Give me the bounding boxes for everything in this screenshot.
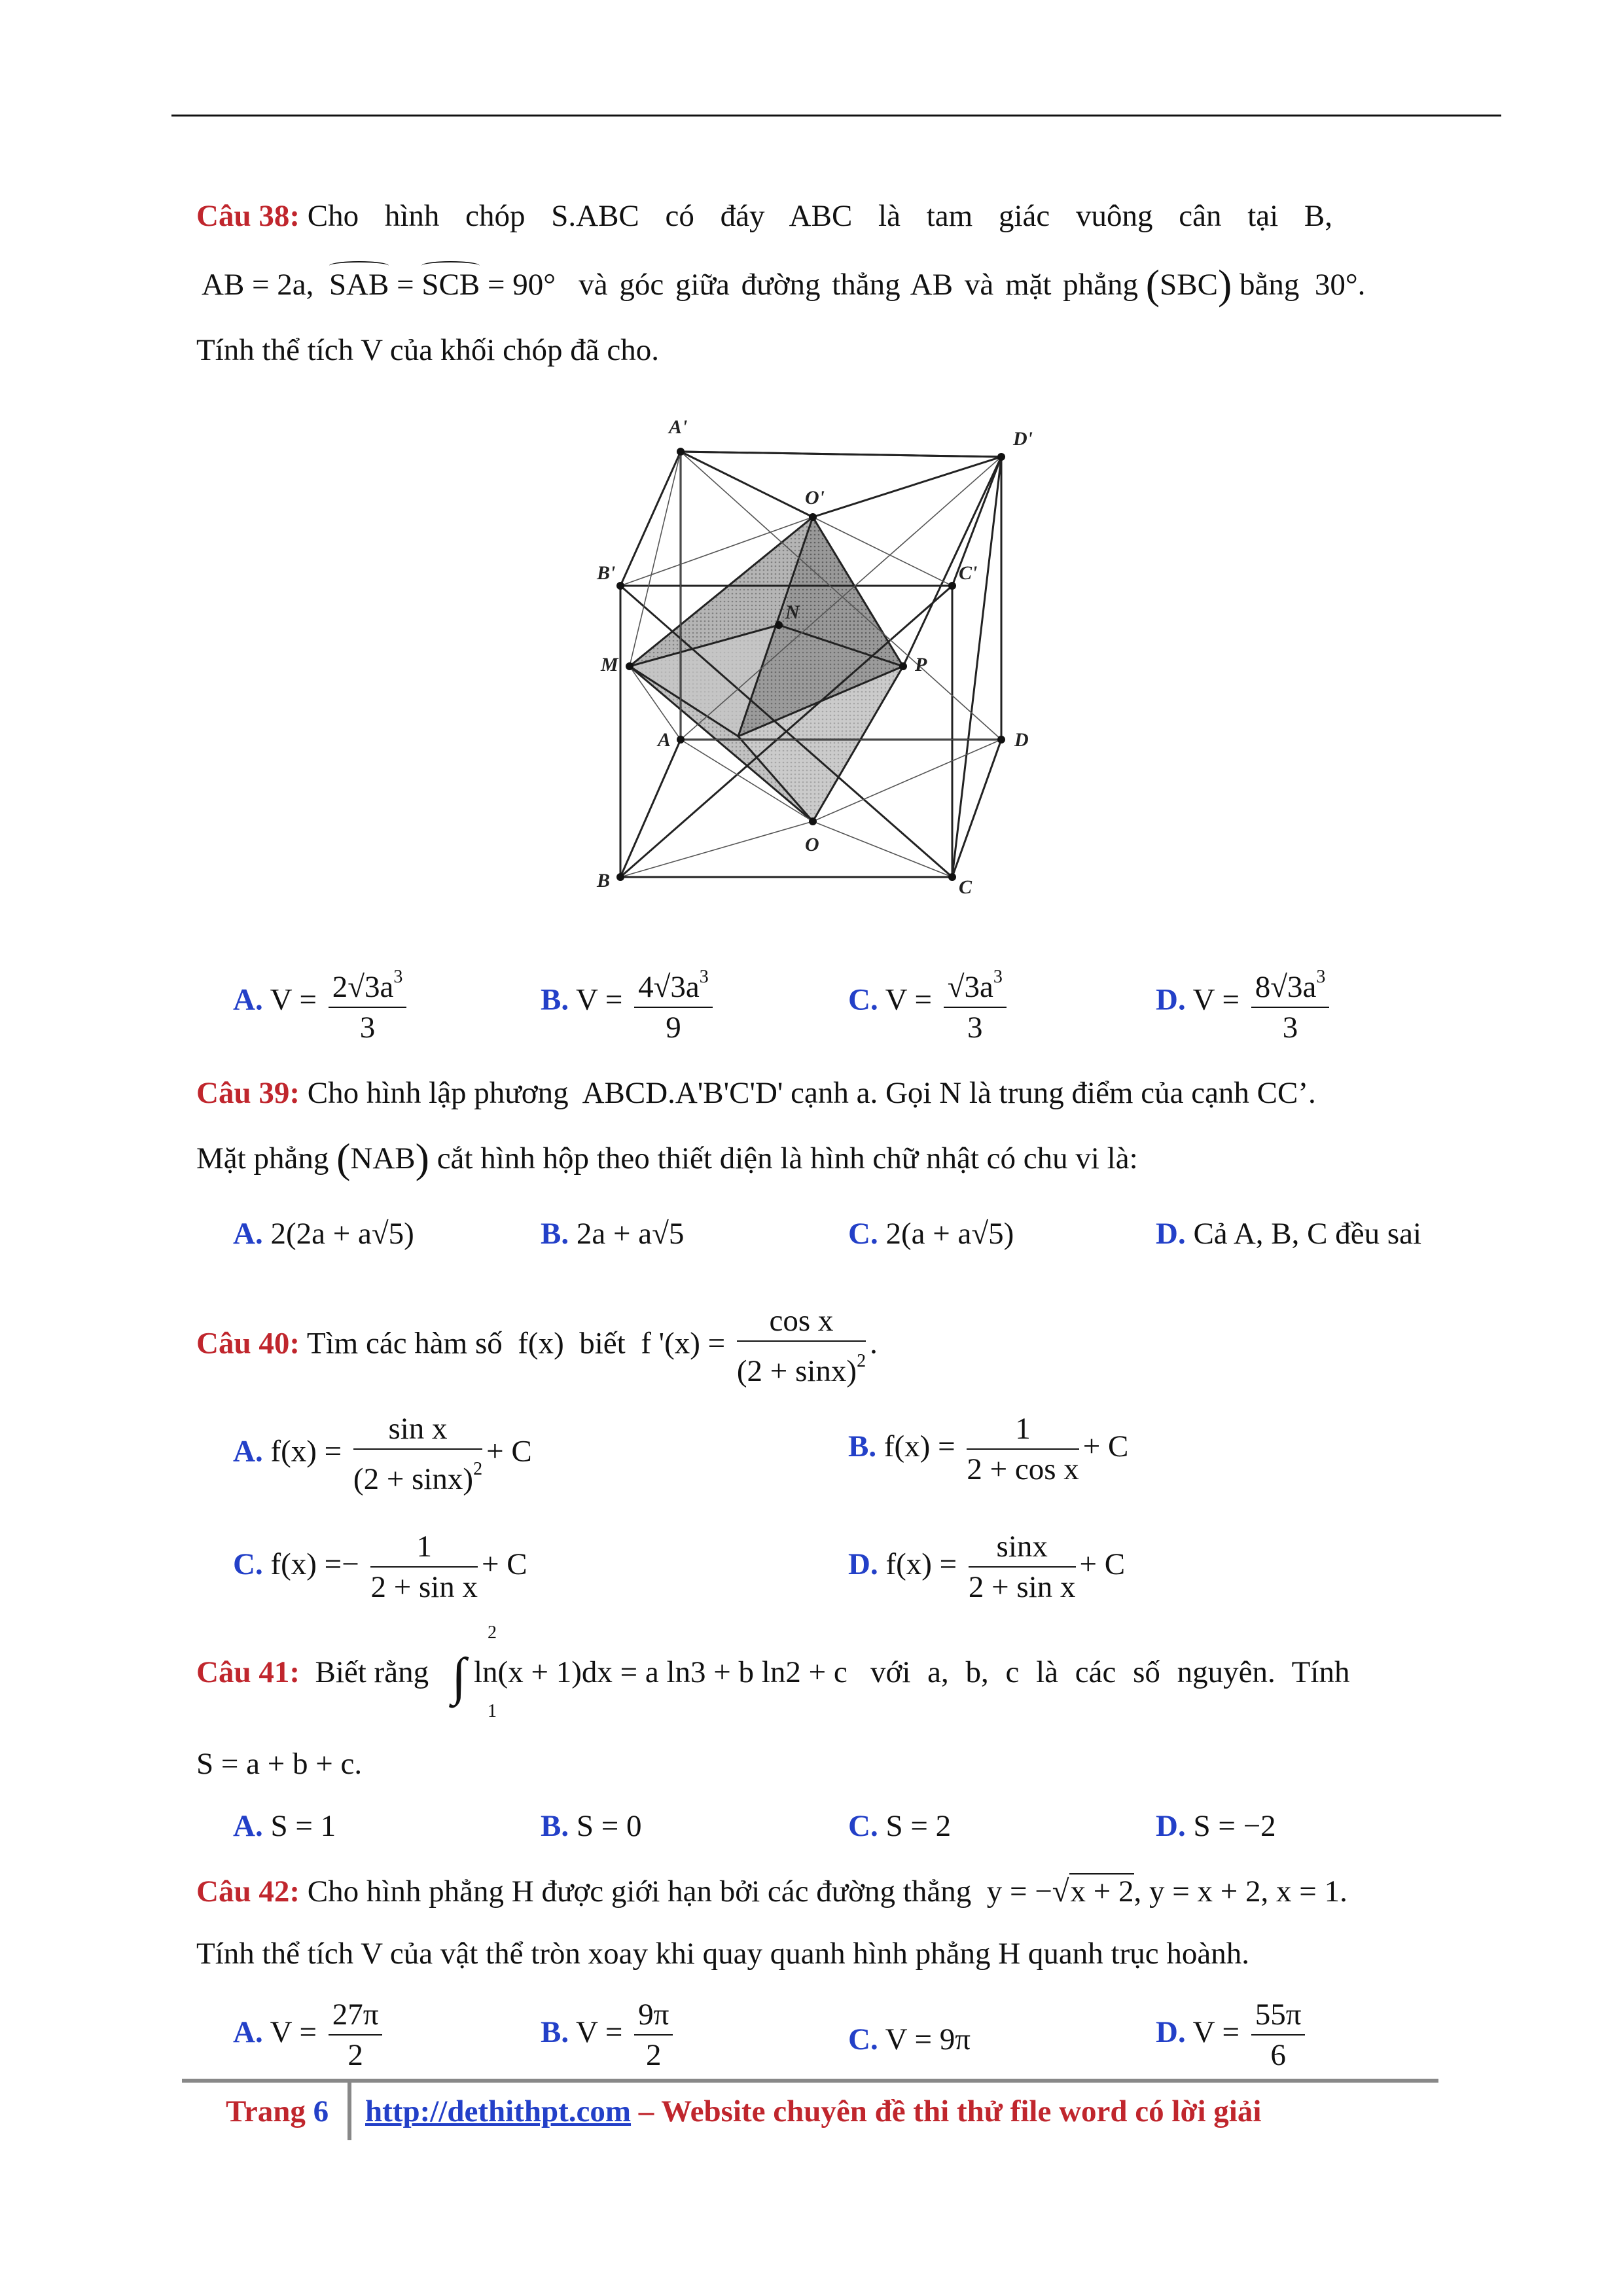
q38-option-c-exp: 3 bbox=[993, 967, 1003, 987]
q39-option-d-key: D. bbox=[1156, 1217, 1186, 1251]
q40-option-b-post: + C bbox=[1082, 1429, 1129, 1463]
q42-option-d-key: D. bbox=[1156, 2015, 1186, 2049]
q41-option-d[interactable] bbox=[1156, 1806, 1276, 1846]
q41-integral: ln(x + 1)dx = a ln3 + b ln2 + c bbox=[474, 1655, 847, 1689]
q39-plane-nab: NAB bbox=[350, 1141, 416, 1175]
q42-option-a-key: A. bbox=[233, 2015, 263, 2049]
q42-line1 bbox=[196, 1872, 1347, 1911]
q38-option-a-exp: 3 bbox=[393, 967, 403, 987]
q38-option-d-exp: 3 bbox=[1316, 967, 1326, 987]
q40-option-a-key: A. bbox=[233, 1434, 263, 1469]
q41-upper-limit: 2 bbox=[488, 1623, 497, 1643]
q42-option-d-pre: V = bbox=[1192, 2015, 1240, 2049]
q40-option-c-post: + C bbox=[482, 1547, 527, 1581]
q40-option-d-pre: f(x) = bbox=[885, 1547, 957, 1581]
q40-den: (2 + sinx) bbox=[736, 1354, 857, 1388]
q42-text1: Cho hình phẳng H được giới hạn bởi các đường thẳng bbox=[307, 1874, 972, 1909]
q38-option-d[interactable] bbox=[1156, 959, 1333, 1046]
label-d-prime: D' bbox=[1013, 428, 1033, 450]
q41-option-b-key: B. bbox=[541, 1809, 569, 1843]
q41-dot: . bbox=[354, 1747, 363, 1781]
footer-url-link[interactable]: http://dethithpt.com bbox=[365, 2094, 632, 2128]
q42-option-c-pre: V = 9π bbox=[885, 2022, 971, 2056]
q42-option-c[interactable] bbox=[848, 1996, 971, 2083]
q39-option-b[interactable] bbox=[541, 1214, 684, 1253]
q40-option-a-pre: f(x) = bbox=[270, 1434, 342, 1469]
integral-sign-icon: ∫ bbox=[452, 1648, 467, 1706]
q38-option-c-num: √3a bbox=[947, 970, 993, 1004]
q40-option-a-den-exp: 2 bbox=[473, 1459, 483, 1479]
q38-label: Câu 38: bbox=[196, 199, 300, 233]
q39-option-b-val: 2a + a√5 bbox=[576, 1217, 685, 1251]
q39-option-a-val: 2(2a + a√5) bbox=[270, 1217, 414, 1251]
q38-angle-sab: SAB bbox=[329, 265, 389, 304]
q40-num: cos x bbox=[737, 1302, 866, 1342]
q38-line3 bbox=[196, 331, 659, 370]
q40-option-c-pre: f(x) = bbox=[270, 1547, 342, 1581]
q42-option-d-den: 6 bbox=[1270, 2038, 1286, 2072]
q38-option-b-den: 9 bbox=[666, 1011, 681, 1045]
q39-option-b-key: B. bbox=[541, 1217, 569, 1251]
q40-option-a-post: + C bbox=[486, 1434, 532, 1469]
q41-option-c[interactable] bbox=[848, 1806, 951, 1846]
label-b-prime: B' bbox=[597, 562, 616, 584]
q38-option-d-key: D. bbox=[1156, 982, 1186, 1017]
q42-option-b[interactable] bbox=[541, 1996, 677, 2073]
q42-y1-root: x + 2 bbox=[1070, 1874, 1134, 1909]
q40-text1: Tìm các hàm số bbox=[306, 1326, 503, 1361]
q42-option-b-num: 9π bbox=[634, 1996, 673, 2036]
q42-option-a-num: 27π bbox=[329, 1996, 383, 2036]
q38-option-b-pre: V = bbox=[576, 982, 623, 1017]
q41-option-c-key: C. bbox=[848, 1809, 878, 1843]
q41-option-a-val: S = 1 bbox=[270, 1809, 336, 1843]
q42-option-d-num: 55π bbox=[1251, 1996, 1306, 2036]
q38-option-b-num: 4√3a bbox=[638, 970, 700, 1004]
q42-option-b-den: 2 bbox=[645, 2038, 662, 2072]
q42-label: Câu 42: bbox=[196, 1874, 300, 1909]
q41-option-d-key: D. bbox=[1156, 1809, 1186, 1843]
q41-option-b-val: S = 0 bbox=[576, 1809, 642, 1843]
label-a-prime: A' bbox=[669, 416, 688, 438]
q41-line1 bbox=[196, 1648, 1427, 1706]
q40-option-d-num: sinx bbox=[969, 1528, 1076, 1568]
label-c-prime: C' bbox=[959, 562, 978, 584]
q40-option-c-den: 2 + sin x bbox=[370, 1570, 478, 1604]
q42-y1: y = − bbox=[986, 1874, 1052, 1909]
footer-site bbox=[365, 2092, 1261, 2131]
q38-option-d-num: 8√3a bbox=[1255, 970, 1317, 1004]
q40-option-b-num: 1 bbox=[967, 1410, 1079, 1450]
q40-label: Câu 40: bbox=[196, 1326, 300, 1361]
q38-option-d-pre: V = bbox=[1192, 982, 1240, 1017]
footer-page bbox=[226, 2092, 329, 2131]
q41-lower-limit: 1 bbox=[488, 1701, 497, 1721]
q42-option-a-pre: V = bbox=[270, 2015, 317, 2049]
q38-option-a-num: 2√3a bbox=[332, 970, 394, 1004]
q38-option-c-key: C. bbox=[848, 982, 878, 1017]
q40-option-d-key: D. bbox=[848, 1547, 878, 1581]
q38-option-a-pre: V = bbox=[270, 982, 317, 1017]
q38-eq2: = 90° bbox=[487, 268, 556, 302]
q39-option-a[interactable] bbox=[233, 1214, 414, 1253]
q40-option-b-den: 2 + cos x bbox=[967, 1452, 1079, 1486]
header-rule bbox=[171, 115, 1501, 117]
q38-line1 bbox=[196, 196, 1427, 236]
q39-text2: cạnh a. Gọi N là trung điểm của cạnh CC’. bbox=[791, 1076, 1316, 1110]
q40-option-d-post: + C bbox=[1079, 1547, 1126, 1581]
q38-option-b[interactable] bbox=[541, 959, 717, 1046]
q38-line2: AB = 2a, SAB = SCB = 90° và góc giữa đường thẳng AB và mặt phẳng (SBC) bằng 30°. bbox=[202, 261, 1366, 308]
q40-fpx: f '(x) = bbox=[641, 1326, 726, 1361]
q39-text3: Mặt phẳng bbox=[196, 1141, 329, 1175]
label-d: D bbox=[1014, 729, 1029, 751]
q41-text2: với a, b, c là các số nguyên. Tính bbox=[870, 1655, 1350, 1689]
q38-option-c-pre: V = bbox=[885, 982, 932, 1017]
q40-option-d-den: 2 + sin x bbox=[968, 1570, 1076, 1604]
sqrt-icon: √ bbox=[1052, 1874, 1069, 1909]
footer-rule bbox=[182, 2079, 1438, 2083]
q38-eq1: = bbox=[397, 268, 414, 302]
q40-option-a[interactable] bbox=[233, 1410, 532, 1498]
footer-tagline: – Website chuyên đề thi thử file word có lời giải bbox=[638, 2094, 1262, 2128]
q39-line1 bbox=[196, 1073, 1316, 1113]
label-p: P bbox=[915, 654, 927, 675]
label-o: O bbox=[805, 834, 819, 855]
footer-page-label: Trang bbox=[226, 2094, 306, 2128]
label-n: N bbox=[785, 601, 800, 623]
q39-option-a-key: A. bbox=[233, 1217, 263, 1251]
q38-option-a-den: 3 bbox=[359, 1011, 376, 1045]
label-o-prime: O' bbox=[805, 487, 825, 509]
q38-option-a[interactable] bbox=[233, 959, 410, 1046]
q41-label: Câu 41: bbox=[196, 1655, 300, 1689]
q38-text3: bằng bbox=[1240, 268, 1300, 302]
q38-option-b-key: B. bbox=[541, 982, 569, 1017]
q40-option-b-key: B. bbox=[848, 1429, 877, 1463]
q38-text1: Cho hình chóp S.ABC có đáy ABC là tam giác vuông cân tại B, bbox=[307, 199, 1333, 233]
q39-option-c-key: C. bbox=[848, 1217, 878, 1251]
q38-ab: AB = 2a, bbox=[202, 268, 314, 302]
q42-line2 bbox=[196, 1934, 1249, 1973]
label-b: B bbox=[597, 870, 611, 891]
q42-option-b-key: B. bbox=[541, 2015, 569, 2049]
q41-option-a-key: A. bbox=[233, 1809, 263, 1843]
q39-text1: Cho hình lập phương bbox=[307, 1076, 569, 1110]
q41-line2 bbox=[196, 1744, 362, 1784]
q38-30deg: 30°. bbox=[1314, 268, 1366, 302]
q39-option-d[interactable] bbox=[1156, 1214, 1421, 1253]
q39-option-d-val: Cả A, B, C đều sai bbox=[1193, 1217, 1422, 1251]
q38-option-c[interactable] bbox=[848, 959, 1010, 1046]
cube-octahedron-diagram bbox=[589, 399, 1047, 910]
q42-option-d[interactable] bbox=[1156, 1996, 1309, 2073]
q38-plane-sbc: SBC bbox=[1160, 268, 1218, 302]
q40-line1 bbox=[196, 1302, 878, 1390]
q42-option-b-pre: V = bbox=[576, 2015, 623, 2049]
q40-option-c-num: 1 bbox=[370, 1528, 478, 1568]
q40-option-c-sign: − bbox=[342, 1547, 359, 1581]
label-a: A bbox=[658, 729, 671, 751]
footer-page-number: 6 bbox=[313, 2094, 329, 2128]
q42-option-a[interactable] bbox=[233, 1996, 386, 2073]
q40-text2: biết bbox=[579, 1326, 626, 1361]
q39-option-c[interactable] bbox=[848, 1214, 1014, 1253]
q38-option-b-exp: 3 bbox=[699, 967, 709, 987]
q42-option-c-key: C. bbox=[848, 2022, 878, 2056]
q41-option-c-val: S = 2 bbox=[885, 1809, 952, 1843]
q41-option-a[interactable] bbox=[233, 1806, 336, 1846]
q38-option-c-den: 3 bbox=[967, 1011, 983, 1045]
q38-text2: và góc giữa đường thẳng AB và mặt phẳng bbox=[579, 268, 1139, 302]
q39-label: Câu 39: bbox=[196, 1076, 300, 1110]
q39-cube: ABCD.A'B'C'D' bbox=[582, 1076, 783, 1110]
q40-option-b[interactable] bbox=[848, 1410, 1128, 1488]
q40-dot: . bbox=[870, 1326, 878, 1361]
footer-divider bbox=[348, 2083, 351, 2140]
q41-option-d-val: S = −2 bbox=[1193, 1809, 1276, 1843]
q38-option-d-den: 3 bbox=[1282, 1011, 1298, 1045]
label-m: M bbox=[601, 654, 618, 675]
q42-option-a-den: 2 bbox=[348, 2038, 363, 2072]
q38-option-a-key: A. bbox=[233, 982, 263, 1017]
q40-fx: f(x) bbox=[518, 1326, 564, 1361]
q40-den-exp: 2 bbox=[857, 1351, 866, 1371]
q39-option-c-val: 2(a + a√5) bbox=[885, 1217, 1014, 1251]
q42-text2: Tính thể tích V của vật thể tròn xoay khi quay quanh hình phẳng H quanh trục hoành. bbox=[196, 1937, 1249, 1971]
q38-angle-scb: SCB bbox=[421, 265, 480, 304]
q38-text4: Tính thể tích V của khối chóp đã cho. bbox=[196, 333, 660, 367]
q41-s: S = a + b + c bbox=[196, 1747, 355, 1781]
q40-option-c[interactable] bbox=[233, 1528, 527, 1605]
q40-option-a-num: sin x bbox=[353, 1410, 482, 1450]
q39-text4: cắt hình hộp theo thiết diện là hình chữ nhật có chu vi là: bbox=[437, 1141, 1138, 1175]
q39-line2: Mặt phẳng (NAB) cắt hình hộp theo thiết diện là hình chữ nhật có chu vi là: bbox=[196, 1135, 1138, 1181]
q42-rest: , y = x + 2, x = 1. bbox=[1133, 1874, 1347, 1909]
q40-option-d[interactable] bbox=[848, 1528, 1125, 1605]
q40-option-b-pre: f(x) = bbox=[883, 1429, 955, 1463]
label-c: C bbox=[959, 876, 972, 898]
q41-text1: Biết rằng bbox=[315, 1655, 429, 1689]
q41-option-b[interactable] bbox=[541, 1806, 642, 1846]
q38-figure bbox=[589, 399, 1047, 910]
q40-option-c-key: C. bbox=[233, 1547, 263, 1581]
q40-option-a-den: (2 + sinx) bbox=[353, 1462, 474, 1496]
